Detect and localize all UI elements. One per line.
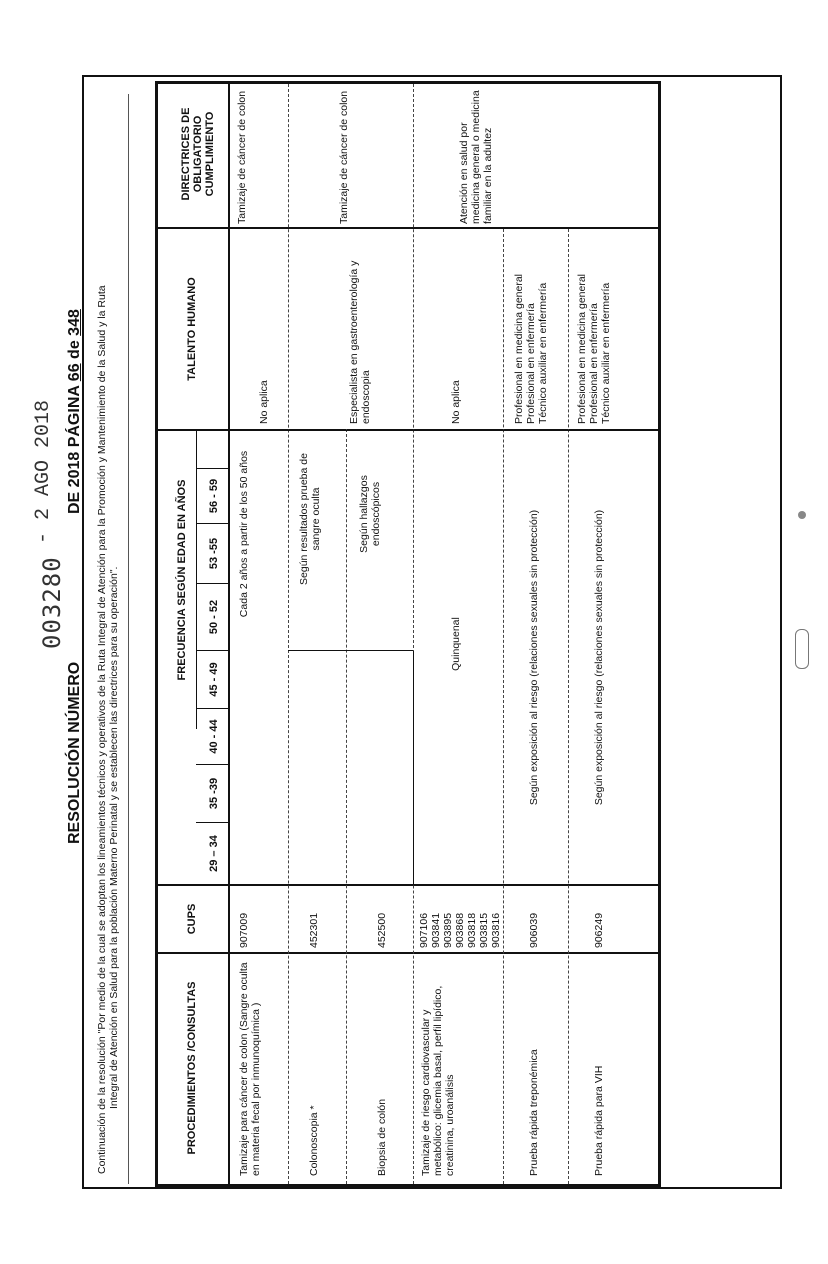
r1-directive: Tamizaje de cáncer de colon	[236, 90, 248, 224]
r4-talent: No aplica	[450, 380, 462, 424]
col-sep-4	[158, 227, 658, 229]
freq-box-h	[413, 651, 414, 884]
age-label: 35 -39	[208, 777, 220, 810]
r2-directive: Tamizaje de cáncer de colon	[338, 90, 350, 224]
freq-box-v	[288, 650, 413, 651]
r3-procedure: Biopsia de colón	[376, 1098, 388, 1176]
procedures-table	[155, 81, 661, 1187]
r4-cups: 903815	[478, 912, 490, 948]
r4-cups: 903841	[430, 912, 442, 948]
date-stamp: - 2 AGO 2018	[32, 399, 55, 544]
continuation-line-2: Integral de Atención en Salud para la población Materno Perinatal y se establecen las directrices para su operación".	[108, 566, 120, 1109]
r4-cups: 903818	[466, 912, 478, 948]
r5-cups: 906039	[528, 912, 540, 948]
row-sep	[346, 429, 347, 1184]
r1-frequency: Cada 2 años a partir de los 50 años	[238, 450, 250, 618]
continuation-line-1: Continuación de la resolución "Por medio de la cual se adoptan los lineamientos técnicos y operativos de la Ruta Integral de Atención para la Promoción y Mantenimiento de la Salud y la Ruta	[96, 285, 108, 1174]
of-label: de	[66, 340, 83, 359]
r5-frequency: Según exposición al riesgo (relaciones sexuales sin protección)	[528, 509, 540, 806]
age-label: 45 - 49	[208, 662, 220, 697]
header-directrices: DIRECTRICES DE OBLIGATORIO CUMPLIMIENTO	[180, 107, 216, 201]
r2-talent: Especialista en gastroenterología y endoscopia	[348, 260, 372, 424]
r4-cups: 903868	[454, 912, 466, 948]
r4-frequency: Quinquenal	[450, 617, 462, 671]
row-sep	[503, 229, 504, 1184]
total-pages: 348	[66, 309, 83, 336]
r5-talent-line: Profesional en enfermería	[525, 303, 537, 424]
age-header-rule	[196, 431, 197, 729]
r4-cups-list	[418, 913, 502, 948]
scan-mark	[795, 629, 809, 669]
scan-mark	[798, 511, 806, 519]
col-sep-2	[158, 884, 658, 886]
header-frecuencia: FRECUENCIA SEGÚN EDAD EN AÑOS	[176, 479, 188, 681]
r2-cups: 452301	[308, 912, 320, 948]
age-label: 29 – 34	[208, 835, 220, 872]
r6-talent-line: Profesional en medicina general	[576, 273, 588, 424]
r3-frequency: Según hallazgos endoscópicos	[358, 475, 382, 553]
header-cups: CUPS	[186, 903, 198, 935]
r2-procedure: Colonoscopia *	[308, 1105, 320, 1176]
r5-talent-line: Profesional en medicina general	[513, 273, 525, 424]
r1-talent: No aplica	[258, 380, 270, 424]
row-sep	[288, 84, 289, 1184]
header-talento: TALENTO HUMANO	[186, 277, 198, 381]
age-label: 50 - 52	[208, 599, 220, 635]
resolution-number: 003280	[38, 556, 66, 649]
page-number: 66	[66, 363, 83, 382]
r6-talent-line: Profesional en enfermería	[588, 303, 600, 424]
r1-cups: 907009	[238, 912, 250, 948]
r4-cups: 903895	[442, 912, 454, 948]
col-sep-1	[158, 952, 658, 954]
r4-directive: Atención en salud por medicina general o medicina familiar en la adultez	[458, 90, 494, 224]
header-procedimientos: PROCEDIMIENTOS /CONSULTAS	[186, 981, 198, 1155]
header-rule	[228, 84, 230, 1184]
separator-rule	[128, 94, 129, 1184]
r6-cups: 906249	[593, 912, 605, 948]
row-sep	[568, 229, 569, 1184]
r6-talent-line: Técnico auxiliar en enfermería	[600, 282, 612, 424]
r6-procedure: Prueba rápida para VIH	[593, 1065, 605, 1176]
r6-talent	[576, 234, 612, 424]
r5-talent	[513, 234, 549, 424]
r2-frequency: Según resultados prueba de sangre oculta	[298, 453, 322, 585]
r3-cups: 452500	[376, 912, 388, 948]
r4-cups: 907106	[418, 912, 430, 948]
r6-frequency: Según exposición al riesgo (relaciones sexuales sin protección)	[593, 509, 605, 806]
resolution-label: RESOLUCIÓN NÚMERO	[66, 661, 83, 844]
row-sep	[413, 84, 414, 1184]
r4-procedure: Tamizaje de riesgo cardiovascular y metabólico: glicemia basal, perfil lipídico, creatinina, uroanálisis	[420, 985, 456, 1176]
r4-cups: 903816	[490, 912, 502, 948]
age-label: 40 - 44	[208, 719, 220, 754]
r1-procedure: Tamizaje para cáncer de colon (Sangre oculta en materia fecal por inmunoquímica )	[238, 962, 262, 1176]
r5-procedure: Prueba rápida treponémica	[528, 1049, 540, 1176]
age-label: 56 - 59	[208, 478, 220, 514]
age-label: 53 -55	[208, 537, 220, 570]
r5-talent-line: Técnico auxiliar en enfermería	[537, 282, 549, 424]
year-page-label: DE 2018 PÁGINA	[66, 385, 83, 514]
